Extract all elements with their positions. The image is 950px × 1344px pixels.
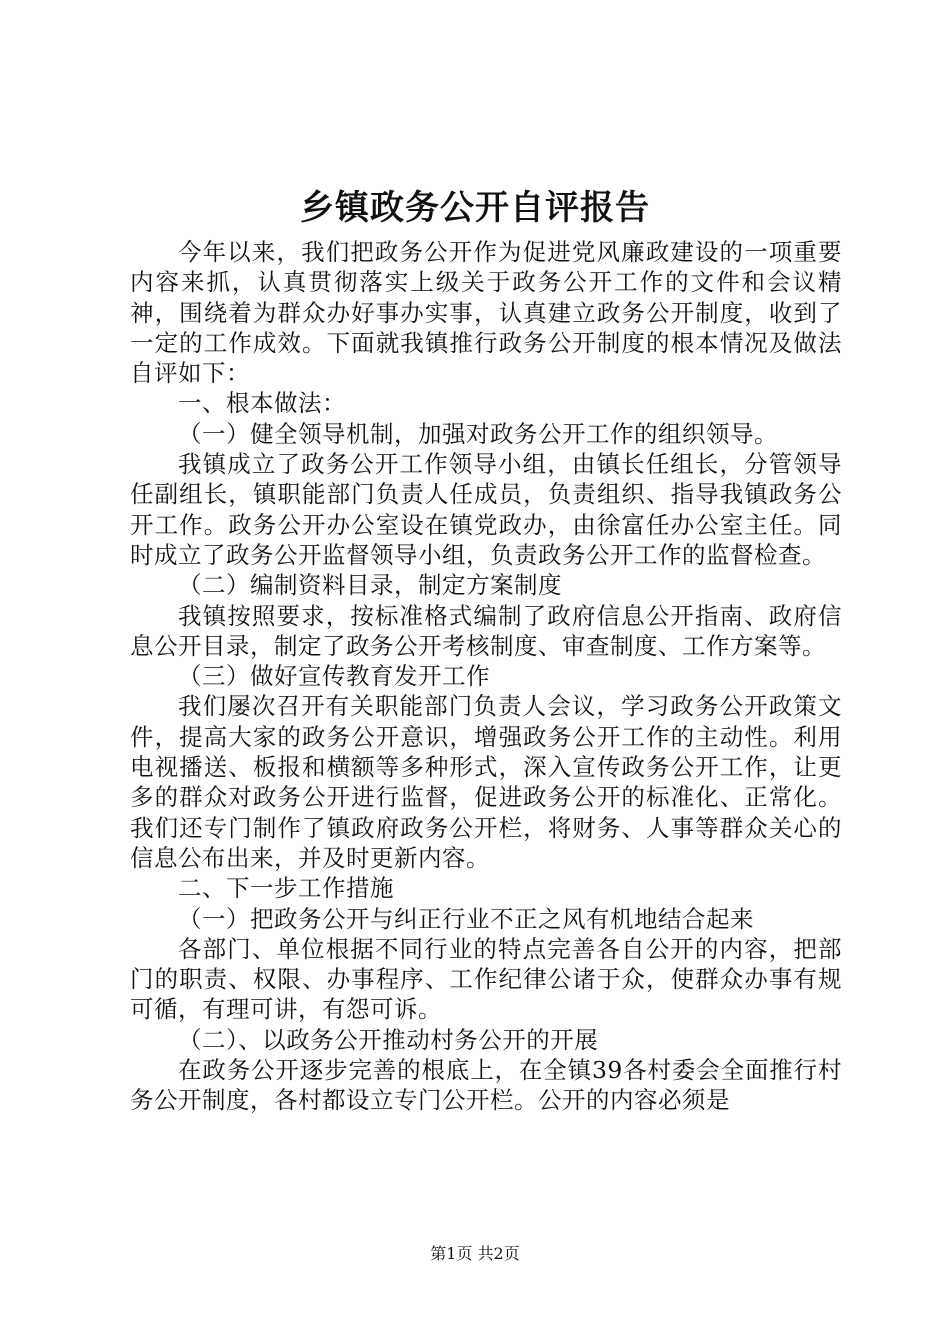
section-heading-1: 一、根本做法： bbox=[178, 389, 346, 418]
subsection-heading-1-2: （二）编制资料目录，制定方案制度 bbox=[178, 571, 562, 600]
subsection-heading-1-3: （三）做好宣传教育发开工作 bbox=[178, 662, 490, 691]
body-paragraph: 各部门、单位根据不同行业的特点完善各自公开的内容，把部门的职责、权限、办事程序、工作纪律公诸于众，使群众办事有规可循，有理可讲，有怨可诉。 bbox=[130, 934, 842, 1024]
subsection-heading-2-2: （二）、以政务公开推动村务公开的开展 bbox=[178, 1025, 599, 1054]
intro-paragraph: 今年以来，我们把政务公开作为促进党风廉政建设的一项重要内容来抓，认真贯彻落实上级关于政务公开工作的文件和会议精神，围绕着为群众办好事办实事，认真建立政务公开制度，收到了一定的工作成效。下面就我镇推行政务公开制度的根本情况及做法自评如下： bbox=[130, 238, 842, 388]
page-number-footer: 第1页 共2页 bbox=[430, 1244, 520, 1263]
document-body bbox=[130, 237, 842, 1116]
body-paragraph: 我镇按照要求，按标准格式编制了政府信息公开指南、政府信息公开目录，制定了政务公开考核制度、审查制度、工作方案等。 bbox=[130, 601, 842, 660]
body-paragraph: 我们屡次召开有关职能部门负责人会议，学习政务公开政策文件，提高大家的政务公开意识，增强政务公开工作的主动性。利用电视播送、板报和横额等多种形式，深入宣传政务公开工作，让更多的群众对政务公开进行监督，促进政务公开的标准化、正常化。我们还专门制作了镇政府政务公开栏，将财务、人事等群众关心的信息公布出来，并及时更新内容。 bbox=[130, 692, 842, 872]
body-paragraph: 在政务公开逐步完善的根底上，在全镇39各村委会全面推行村务公开制度，各村都设立专门公开栏。公开的内容必须是 bbox=[130, 1056, 842, 1115]
document-title: 乡镇政务公开自评报告 bbox=[300, 188, 650, 228]
subsection-heading-2-1: （一）把政务公开与纠正行业不正之风有机地结合起来 bbox=[178, 904, 754, 933]
body-paragraph: 我镇成立了政务公开工作领导小组，由镇长任组长，分管领导任副组长，镇职能部门负责人任成员，负责组织、指导我镇政务公开工作。政务公开办公室设在镇党政办，由徐富任办公室主任。同时成立了政务公开监督领导小组，负责政务公开工作的监督检查。 bbox=[130, 450, 842, 569]
subsection-heading-1-1: （一）健全领导机制，加强对政务公开工作的组织领导。 bbox=[178, 419, 778, 448]
section-heading-2: 二、下一步工作措施 bbox=[178, 874, 394, 903]
